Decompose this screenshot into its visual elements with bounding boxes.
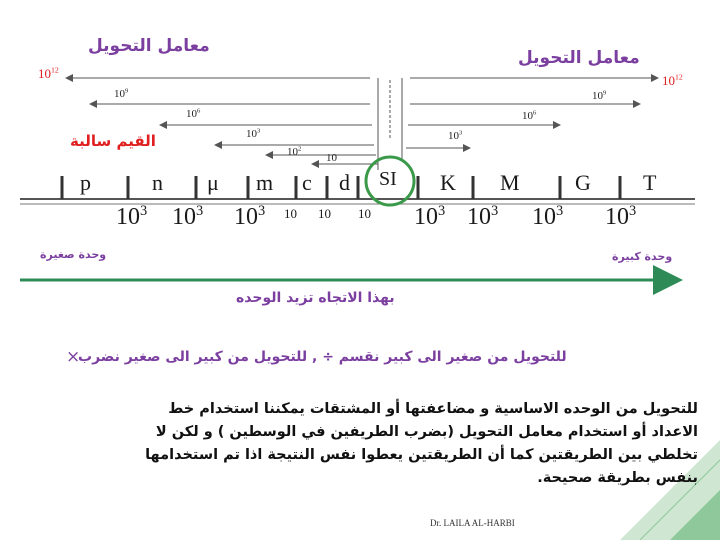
arrow-factor-label: $10^9$ xyxy=(592,89,607,102)
step-factor: $10^3$ xyxy=(532,203,564,230)
prefix-label: G xyxy=(575,170,591,195)
explanation-paragraph xyxy=(62,398,698,490)
prefix-label: c xyxy=(302,170,312,195)
prefix-label: K xyxy=(440,170,456,195)
prefix-label: m xyxy=(256,170,274,195)
arrow-factor-label: $10^6$ xyxy=(186,107,201,120)
arrow-factor-label: $10^3$ xyxy=(448,129,463,142)
author-credit: Dr. LAILA AL-HARBI xyxy=(430,518,515,528)
paragraph-line: للتحويل من الوحده الاساسية و مضاعفتها أو المشتقات يمكننا استخدام خط xyxy=(168,401,698,417)
direction-label: بهذا الاتجاه تزيد الوحده xyxy=(236,290,395,306)
big-unit-label: وحدة كبيرة xyxy=(612,250,673,263)
conversion-factor-title-right: معامل التحويل xyxy=(518,48,640,68)
arrow-factor-label: 10 xyxy=(326,152,337,164)
prefix-label: μ xyxy=(207,170,219,195)
step-factor: $10^3$ xyxy=(467,203,499,230)
prefix-label: p xyxy=(80,170,91,195)
step-factor: $10^3$ xyxy=(116,203,148,230)
times-sign: × xyxy=(66,347,81,367)
step-factor: $10^3$ xyxy=(605,203,637,230)
arrow-factor-label: $10^3$ xyxy=(246,127,261,140)
arrow-factor-label: $10^6$ xyxy=(522,109,537,122)
conversion-arrows xyxy=(66,78,658,170)
small-unit-label: وحدة صغيرة xyxy=(40,248,107,261)
corner-factor-right: $10^{12}$ xyxy=(662,72,683,88)
step-factor: $10^3$ xyxy=(172,203,204,230)
prefix-label: SI xyxy=(379,168,397,190)
negative-values-label: القيم سالبة xyxy=(70,132,156,150)
corner-factor-left: $10^{12}$ xyxy=(38,65,59,81)
step-factor: $10^3$ xyxy=(414,203,446,230)
step-factor: 10 xyxy=(284,206,297,221)
paragraph-line: بنفس بطريقة صحيحة. xyxy=(537,470,698,486)
prefix-label: T xyxy=(643,170,657,195)
prefix-label: M xyxy=(500,170,520,195)
step-factor: $10^3$ xyxy=(234,203,266,230)
step-factor: 10 xyxy=(358,206,371,221)
conversion-rule: للتحويل من صغير الى كبير نقسم ÷ , للتحويل من كبير الى صغير نضرب xyxy=(78,349,567,365)
paragraph-line: الاعداد أو استخدام معامل التحويل (بضرب الطريفين في الوسطين ) و لكن لا xyxy=(155,424,698,440)
step-factor: 10 xyxy=(318,206,331,221)
conversion-factor-title-left: معامل التحويل xyxy=(88,36,210,56)
arrow-factor-label: $10^2$ xyxy=(287,145,302,158)
paragraph-line: تخلطي بين الطريقتين كما أن الطريقتين يعطوا نفس النتيجة اذا تم استخدامها xyxy=(145,447,698,463)
prefix-label: d xyxy=(339,170,350,195)
prefix-label: n xyxy=(152,170,163,195)
arrow-factor-label: $10^9$ xyxy=(114,87,129,100)
